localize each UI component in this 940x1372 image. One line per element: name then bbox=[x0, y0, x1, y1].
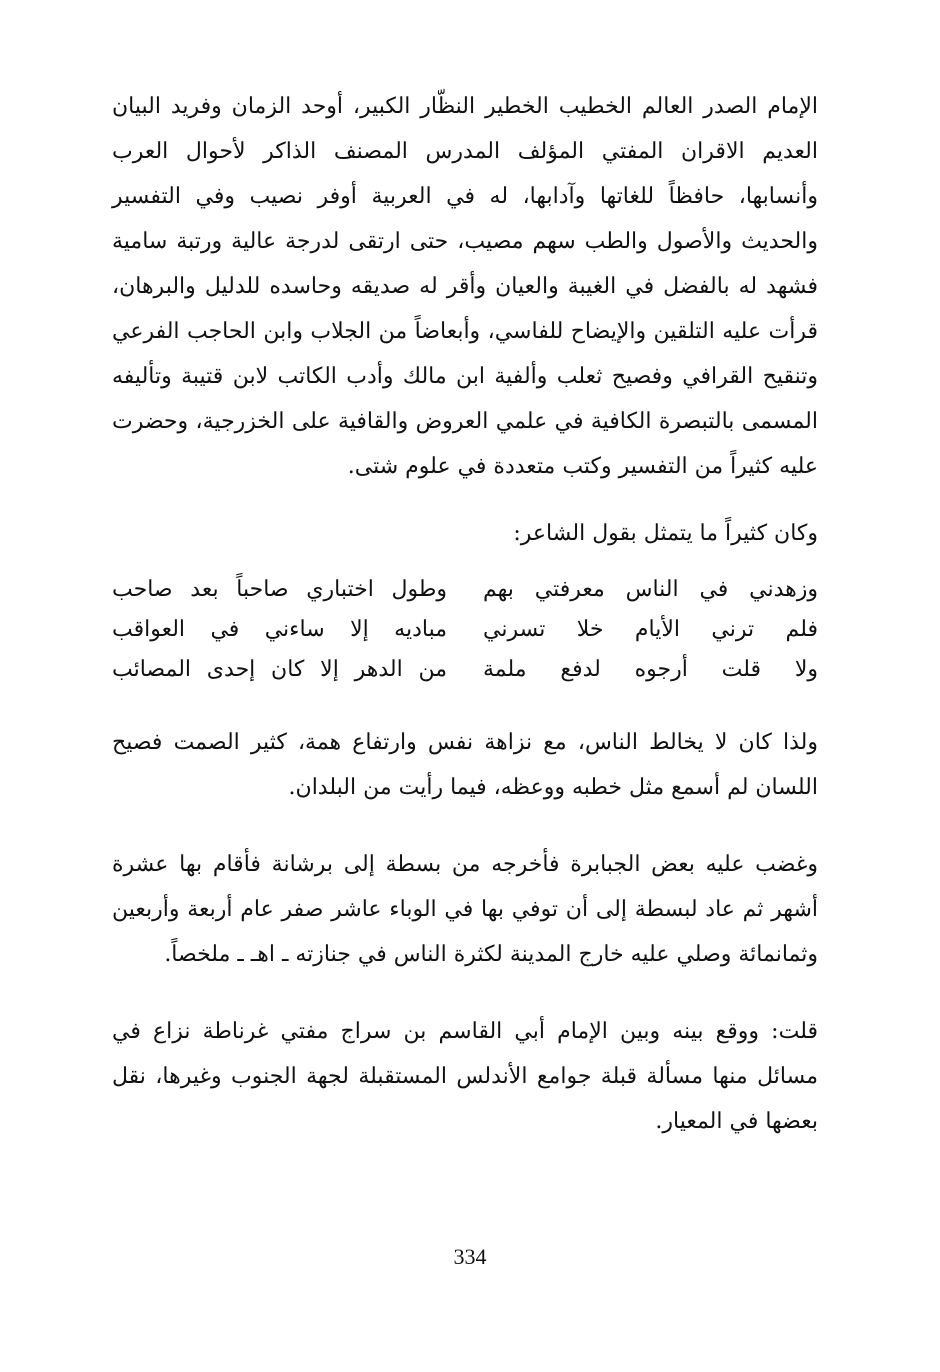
verse-first-hemistich: وزهدني في الناس معرفتي بهم bbox=[483, 577, 818, 602]
verse-second-hemistich: مباديه إلا ساءني في العواقب bbox=[112, 617, 447, 642]
verse-second-hemistich: من الدهر إلا كان إحدى المصائب bbox=[112, 657, 447, 682]
poem-verses bbox=[112, 570, 818, 690]
verse-line bbox=[112, 570, 818, 610]
exile-death-paragraph: وغضب عليه بعض الجبابرة فأخرجه من بسطة إلى برشانة فأقام بها عشرة أشهر ثم عاد لبسطة إلى أن توفي بها في الوباء عاشر صفر عام أربعة وأربعين وثمانمائة وصلي عليه خارج المدينة لكثرة الناس في جنازته ـ اهـ ـ ملخصاً. bbox=[112, 852, 818, 967]
verse-second-hemistich: وطول اختباري صاحباً بعد صاحب bbox=[112, 577, 447, 602]
verse-first-hemistich: ولا قلت أرجوه لدفع ملمة bbox=[483, 657, 818, 682]
character-paragraph: ولذا كان لا يخالط الناس، مع نزاهة نفس وارتفاع همة، كثير الصمت فصيح اللسان لم أسمع مثل خطبه ووعظه، فيما رأيت من البلدان. bbox=[112, 730, 818, 800]
verse-line bbox=[112, 650, 818, 690]
poem-intro-paragraph: وكان كثيراً ما يتمثل بقول الشاعر: bbox=[513, 521, 818, 546]
author-note-paragraph: قلت: ووقع بينه وبين الإمام أبي القاسم بن سراج مفتي غرناطة نزاع في مسائل منها مسألة قبلة جوامع الأندلس المستقبلة لجهة الجنوب وغيرها، نقل بعضها في المعيار. bbox=[112, 1019, 818, 1134]
page-number: 334 bbox=[453, 1244, 487, 1269]
page-body bbox=[112, 84, 818, 1144]
verse-first-hemistich: فلم ترني الأيام خلا تسرني bbox=[483, 617, 818, 642]
biography-paragraph: الإمام الصدر العالم الخطيب الخطير النظّار الكبير، أوحد الزمان وفريد البيان العديم الاقران المفتي المؤلف المدرس المصنف الذاكر لأحوال العرب وأنسابها، حافظاً للغاتها وآدابها، له في العربية أوفر نصيب وفي التفسير والحديث والأصول والطب سهم مصيب، حتى ارتقى لدرجة عالية ورتبة سامية فشهد له بالفضل في الغيبة والعيان وأقر له صديقه وحاسده للدليل والبرهان، قرأت عليه التلقين والإيضاح للفاسي، وأبعاضاً من الجلاب وابن الحاجب الفرعي وتنقيح القرافي وفصيح ثعلب وألفية ابن مالك وأدب الكاتب لابن قتيبة وتأليفه المسمى بالتبصرة الكافية في علمي العروض والقافية على الخزرجية، وحضرت عليه كثيراً من التفسير وكتب متعددة في علوم شتى. bbox=[112, 94, 818, 479]
verse-line bbox=[112, 610, 818, 650]
